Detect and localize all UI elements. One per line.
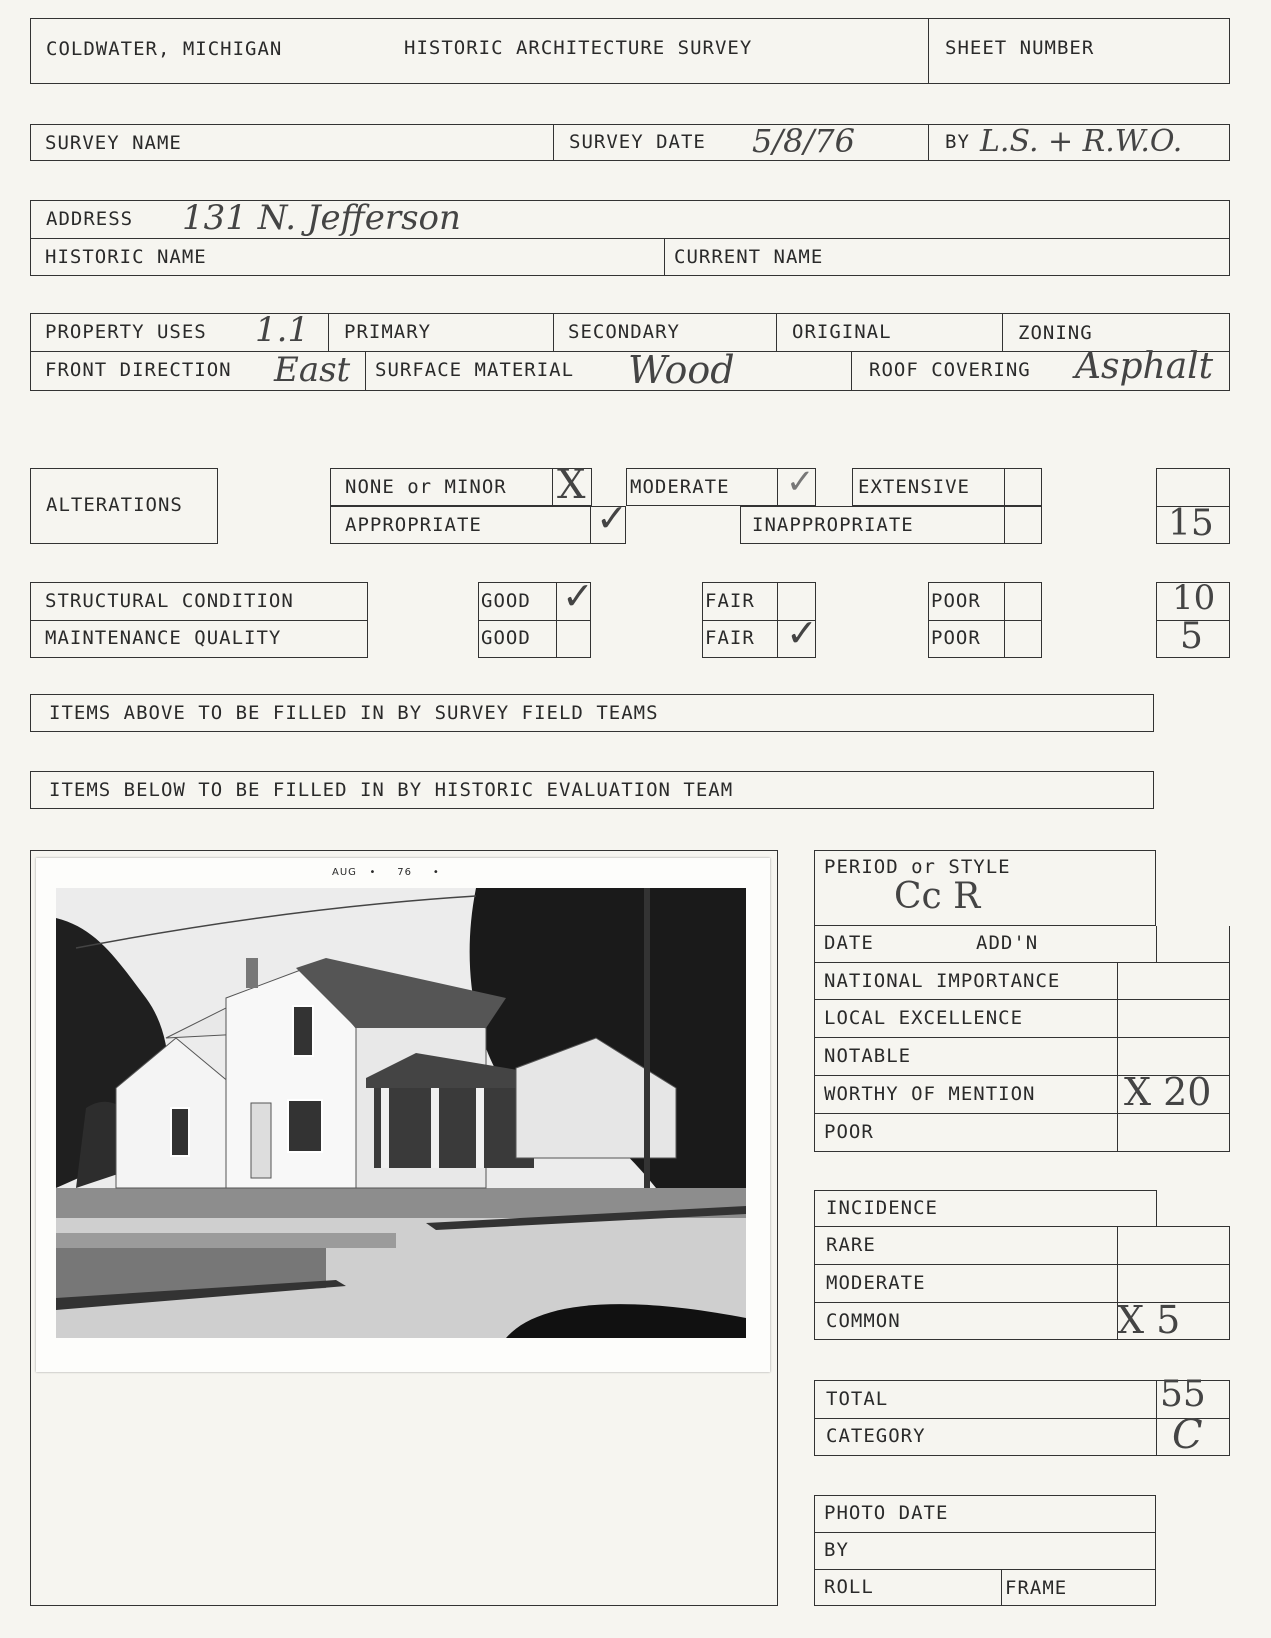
sheet-number-label: SHEET NUMBER — [945, 37, 1095, 59]
city-label: COLDWATER, MICHIGAN — [46, 38, 283, 60]
surface-material-label: SURFACE MATERIAL — [375, 359, 575, 381]
photo-by-label: BY — [824, 1539, 849, 1561]
incidence-common-label: COMMON — [826, 1310, 901, 1332]
alterations-appropriate-label: APPROPRIATE — [345, 514, 482, 536]
incidence-common-mark: X 5 — [1117, 1298, 1181, 1342]
alterations-score: 15 — [1168, 503, 1214, 544]
front-direction-value: East — [274, 350, 351, 390]
structural-good-label: GOOD — [481, 590, 531, 612]
photo-stamp-year: 76 — [397, 867, 413, 878]
eval-date-label: DATE — [824, 932, 874, 954]
survey-name-label: SURVEY NAME — [45, 132, 182, 154]
roof-covering-value: Asphalt — [1075, 346, 1214, 387]
survey-date-label: SURVEY DATE — [569, 131, 706, 153]
category-label: CATEGORY — [826, 1425, 926, 1447]
address-label: ADDRESS — [46, 208, 134, 230]
alterations-moderate-label: MODERATE — [630, 476, 730, 498]
worthy-mark: X 20 — [1124, 1070, 1212, 1114]
evaluation-table — [814, 926, 1230, 1152]
category-value: C — [1172, 1412, 1203, 1458]
alterations-none-mark: X — [557, 462, 586, 508]
note-above: ITEMS ABOVE TO BE FILLED IN BY SURVEY FIELD TEAMS — [49, 702, 659, 724]
structural-poor-label: POOR — [931, 590, 981, 612]
photo-stamp-month: AUG — [332, 867, 357, 878]
national-importance-label: NATIONAL IMPORTANCE — [824, 970, 1061, 992]
historic-name-label: HISTORIC NAME — [45, 246, 207, 268]
maintenance-fair-mark: ✓ — [786, 611, 818, 655]
alterations-none-label: NONE or MINOR — [345, 476, 507, 498]
current-name-label: CURRENT NAME — [674, 246, 824, 268]
address-value: 131 N. Jefferson — [182, 198, 461, 238]
surface-material-value: Wood — [628, 348, 735, 392]
period-value: Cc R — [894, 876, 981, 917]
property-uses-label: PROPERTY USES — [45, 321, 207, 343]
structural-score: 10 — [1172, 578, 1216, 618]
worthy-label: WORTHY OF MENTION — [824, 1083, 1036, 1105]
maintenance-score: 5 — [1180, 616, 1203, 657]
incidence-moderate-label: MODERATE — [826, 1272, 926, 1294]
total-label: TOTAL — [826, 1388, 889, 1410]
structural-fair-label: FAIR — [705, 590, 755, 612]
alterations-inappropriate-label: INAPPROPRIATE — [752, 514, 914, 536]
original-label: ORIGINAL — [792, 321, 892, 343]
maintenance-poor-label: POOR — [931, 627, 981, 649]
photo-date-label: PHOTO DATE — [824, 1502, 949, 1524]
alterations-appropriate-mark: ✓ — [596, 496, 628, 540]
structural-good-mark: ✓ — [562, 574, 594, 618]
eval-addn-label: ADD'N — [976, 932, 1039, 954]
primary-label: PRIMARY — [344, 321, 432, 343]
maintenance-fair-label: FAIR — [705, 627, 755, 649]
total-value: 55 — [1160, 1374, 1206, 1415]
eval-poor-label: POOR — [824, 1121, 874, 1143]
form-title: HISTORIC ARCHITECTURE SURVEY — [404, 37, 753, 59]
alterations-label: ALTERATIONS — [46, 494, 183, 516]
survey-date-value: 5/8/76 — [752, 122, 855, 160]
maintenance-quality-label: MAINTENANCE QUALITY — [45, 627, 282, 649]
survey-by-value: L.S. + R.W.O. — [980, 124, 1183, 159]
roof-covering-label: ROOF COVERING — [869, 359, 1031, 381]
roll-label: ROLL — [824, 1576, 874, 1598]
notable-label: NOTABLE — [824, 1045, 912, 1067]
maintenance-good-label: GOOD — [481, 627, 531, 649]
incidence-rare-label: RARE — [826, 1234, 876, 1256]
period-label: PERIOD or STYLE — [824, 856, 1011, 878]
incidence-label: INCIDENCE — [826, 1197, 938, 1219]
alterations-extensive-label: EXTENSIVE — [858, 476, 970, 498]
property-uses-value: 1.1 — [255, 310, 310, 350]
structural-condition-label: STRUCTURAL CONDITION — [45, 590, 294, 612]
local-excellence-label: LOCAL EXCELLENCE — [824, 1007, 1024, 1029]
survey-by-label: BY — [945, 131, 970, 153]
frame-label: FRAME — [1005, 1577, 1068, 1599]
note-below: ITEMS BELOW TO BE FILLED IN BY HISTORIC EVALUATION TEAM — [49, 779, 734, 801]
secondary-label: SECONDARY — [568, 321, 680, 343]
photo-stamp: AUG • 76 • — [332, 867, 440, 878]
alterations-moderate-mark: ✓ — [786, 462, 815, 502]
front-direction-label: FRONT DIRECTION — [45, 359, 232, 381]
house-photo — [56, 888, 746, 1338]
zoning-label: ZONING — [1018, 322, 1093, 344]
